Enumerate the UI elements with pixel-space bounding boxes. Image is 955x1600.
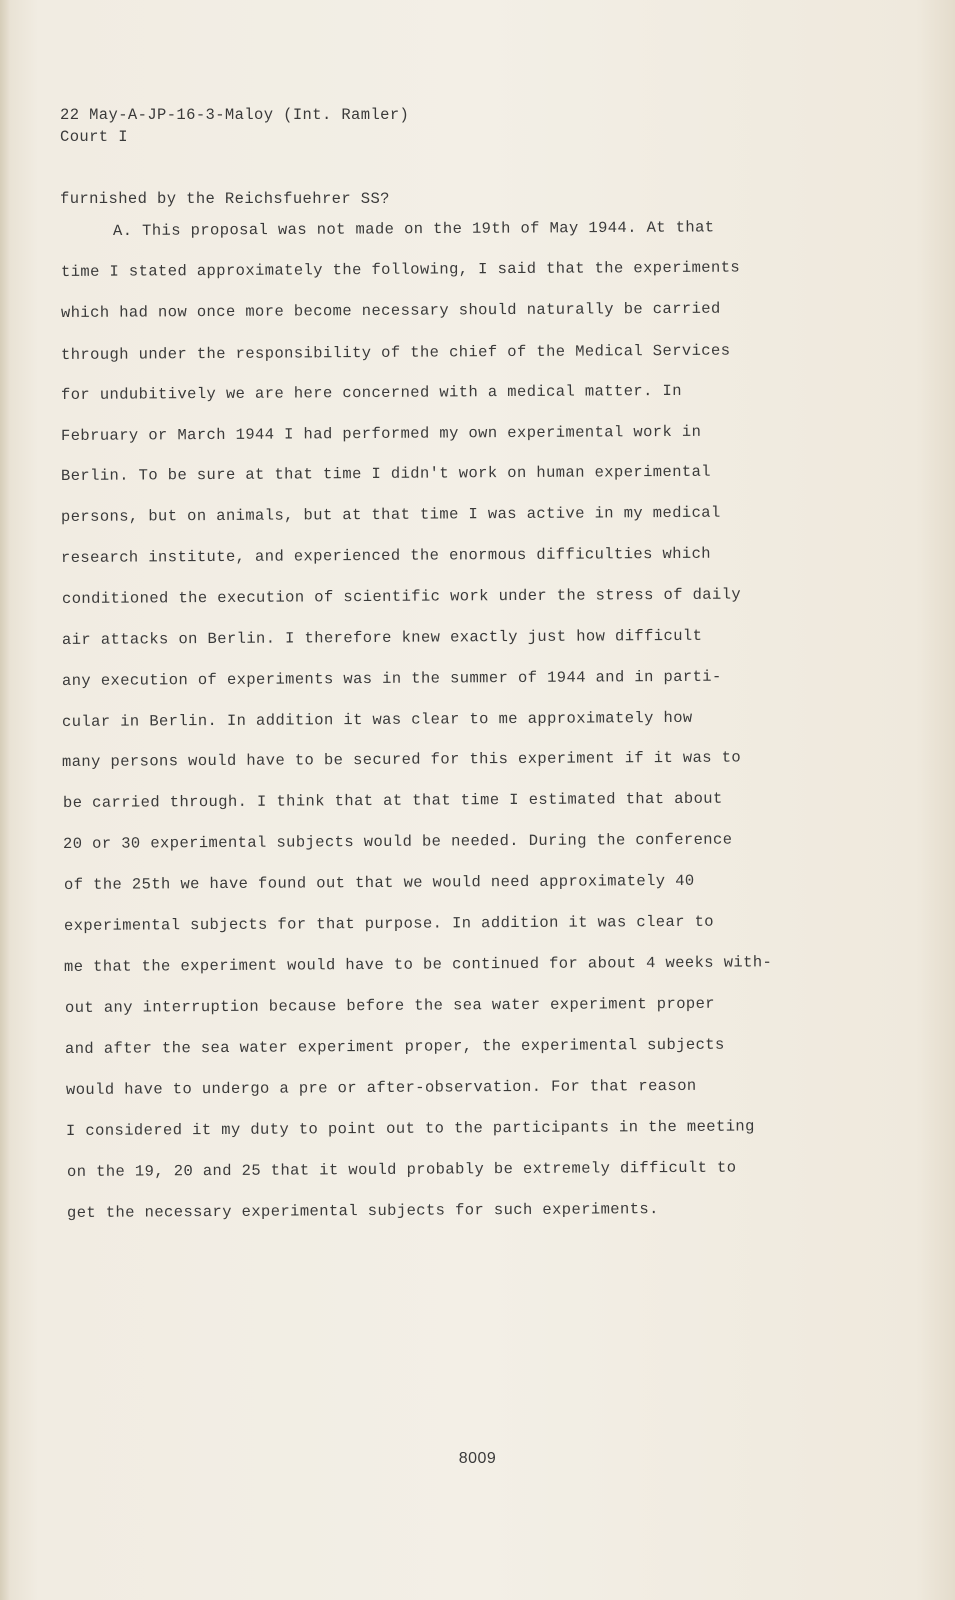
body-line: would have to undergo a pre or after-observation. For that reason [65,1076,697,1099]
page-number: 8009 [458,1450,497,1467]
body-line: experimental subjects for that purpose. In addition it was clear to [63,912,715,935]
body-line: and after the sea water experiment proper, the experimental subjects [64,1035,725,1058]
body-line: air attacks on Berlin. I therefore knew exactly just how difficult [61,626,703,649]
body-line: which had now once more become necessary should naturally be carried [60,299,721,322]
body-line: time I stated approximately the following, I said that the experiments [60,258,741,281]
header-court: Court I [60,128,128,146]
body-line: many persons would have to be secured for this experiment if it was to [61,748,742,771]
body-line: 20 or 30 experimental subjects would be needed. During the conference [62,830,733,853]
body-line: be carried through. I think that at that time I estimated that about [62,789,723,812]
body-line: research institute, and experienced the enormous difficulties which [60,544,712,567]
body-line: of the 25th we have found out that we would need approximately 40 [63,871,695,894]
body-line: me that the experiment would have to be continued for about 4 weeks with- [63,953,773,976]
body-line: cular in Berlin. In addition it was clear to me approximately how [61,708,693,731]
body-line: February or March 1944 I had performed my own experimental work in [60,422,702,445]
header-case-reference: 22 May-A-JP-16-3-Maloy (Int. Ramler) [60,106,410,124]
body-line: through under the responsibility of the chief of the Medical Services [60,341,731,364]
body-line: on the 19, 20 and 25 that it would probably be extremely difficult to [66,1158,737,1181]
body-line: Berlin. To be sure at that time I didn't work on human experimental [60,462,712,485]
opening-line: furnished by the Reichsfuehrer SS? [60,190,390,208]
body-line: for undubitively we are here concerned with a medical matter. In [60,381,682,404]
body-line: I considered it my duty to point out to the participants in the meeting [65,1117,755,1140]
body-line: persons, but on animals, but at that time I was active in my medical [60,503,721,526]
body-line: out any interruption because before the sea water experiment proper [64,994,716,1017]
body-line: any execution of experiments was in the summer of 1944 and in parti- [61,667,722,690]
body-line: conditioned the execution of scientific work under the stress of daily [61,585,742,608]
body-line: A. This proposal was not made on the 19th of May 1944. At that [112,218,715,240]
body-line: get the necessary experimental subjects for such experiments. [66,1200,659,1222]
